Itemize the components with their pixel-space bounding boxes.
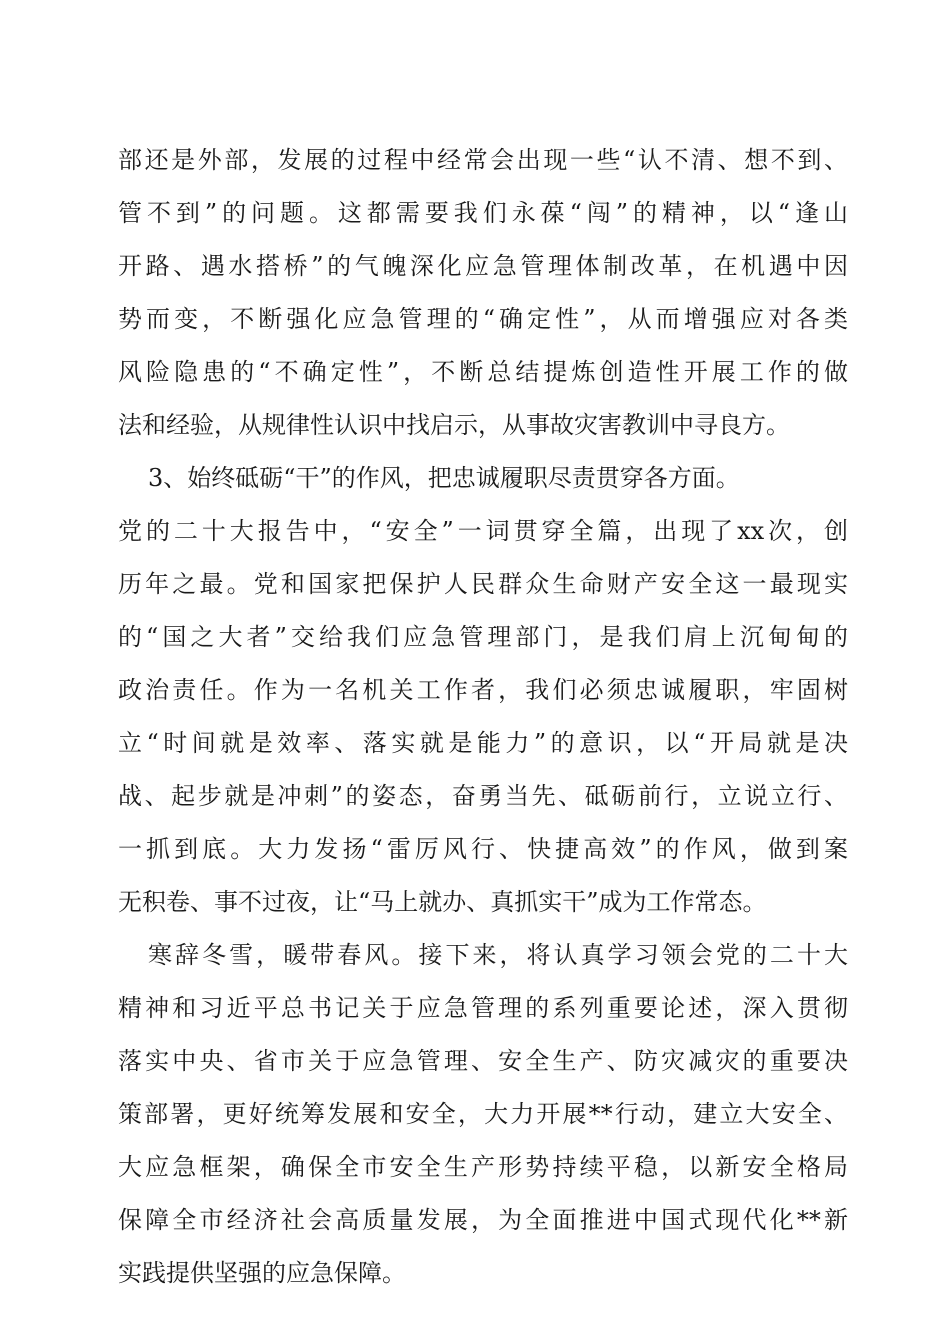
- body-text: [118, 134, 848, 1300]
- text-line: 实践提供坚强的应急保障。: [118, 1259, 406, 1287]
- text-line: 一抓到底。大力发扬“雷厉风行、快捷高效”的作风，做到案: [118, 835, 848, 863]
- text-line: 寒辞冬雪，暖带春风。接下来，将认真学习领会党的二十大: [148, 941, 848, 969]
- text-line: 无积卷、事不过夜，让“马上就办、真抓实干”成为工作常态。: [118, 888, 767, 916]
- text-line: 大应急框架，确保全市安全生产形势持续平稳，以新安全格局: [118, 1153, 848, 1181]
- text-line: 的“国之大者”交给我们应急管理部门，是我们肩上沉甸甸的: [118, 623, 848, 651]
- text-line: 政治责任。作为一名机关工作者，我们必须忠诚履职，牢固树: [118, 676, 848, 704]
- text-line: 开路、遇水搭桥”的气魄深化应急管理体制改革，在机遇中因: [118, 252, 848, 280]
- text-line: 管不到”的问题。这都需要我们永葆“闯”的精神，以“逢山: [118, 199, 848, 227]
- text-line: 党的二十大报告中，“安全”一词贯穿全篇，出现了xx次，创: [118, 517, 848, 545]
- text-line: 势而变，不断强化应急管理的“确定性”，从而增强应对各类: [118, 305, 848, 333]
- text-line: 法和经验，从规律性认识中找启示，从事故灾害教训中寻良方。: [118, 411, 790, 439]
- text-line: 部还是外部，发展的过程中经常会出现一些“认不清、想不到、: [118, 146, 848, 174]
- text-line: 历年之最。党和国家把保护人民群众生命财产安全这一最现实: [118, 570, 848, 598]
- text-line: 风险隐患的“不确定性”，不断总结提炼创造性开展工作的做: [118, 358, 848, 386]
- text-line: 策部署，更好统筹发展和安全，大力开展**行动，建立大安全、: [118, 1100, 848, 1128]
- section-heading: 3、始终砥砺“干”的作风，把忠诚履职尽责贯穿各方面。: [148, 464, 740, 492]
- text-line: 保障全市经济社会高质量发展，为全面推进中国式现代化**新: [118, 1206, 848, 1234]
- text-line: 精神和习近平总书记关于应急管理的系列重要论述，深入贯彻: [118, 994, 848, 1022]
- text-line: 立“时间就是效率、落实就是能力”的意识，以“开局就是决: [118, 729, 848, 757]
- text-line: 战、起步就是冲刺”的姿态，奋勇当先、砥砺前行，立说立行、: [118, 782, 848, 810]
- text-line: 落实中央、省市关于应急管理、安全生产、防灾减灾的重要决: [118, 1047, 848, 1075]
